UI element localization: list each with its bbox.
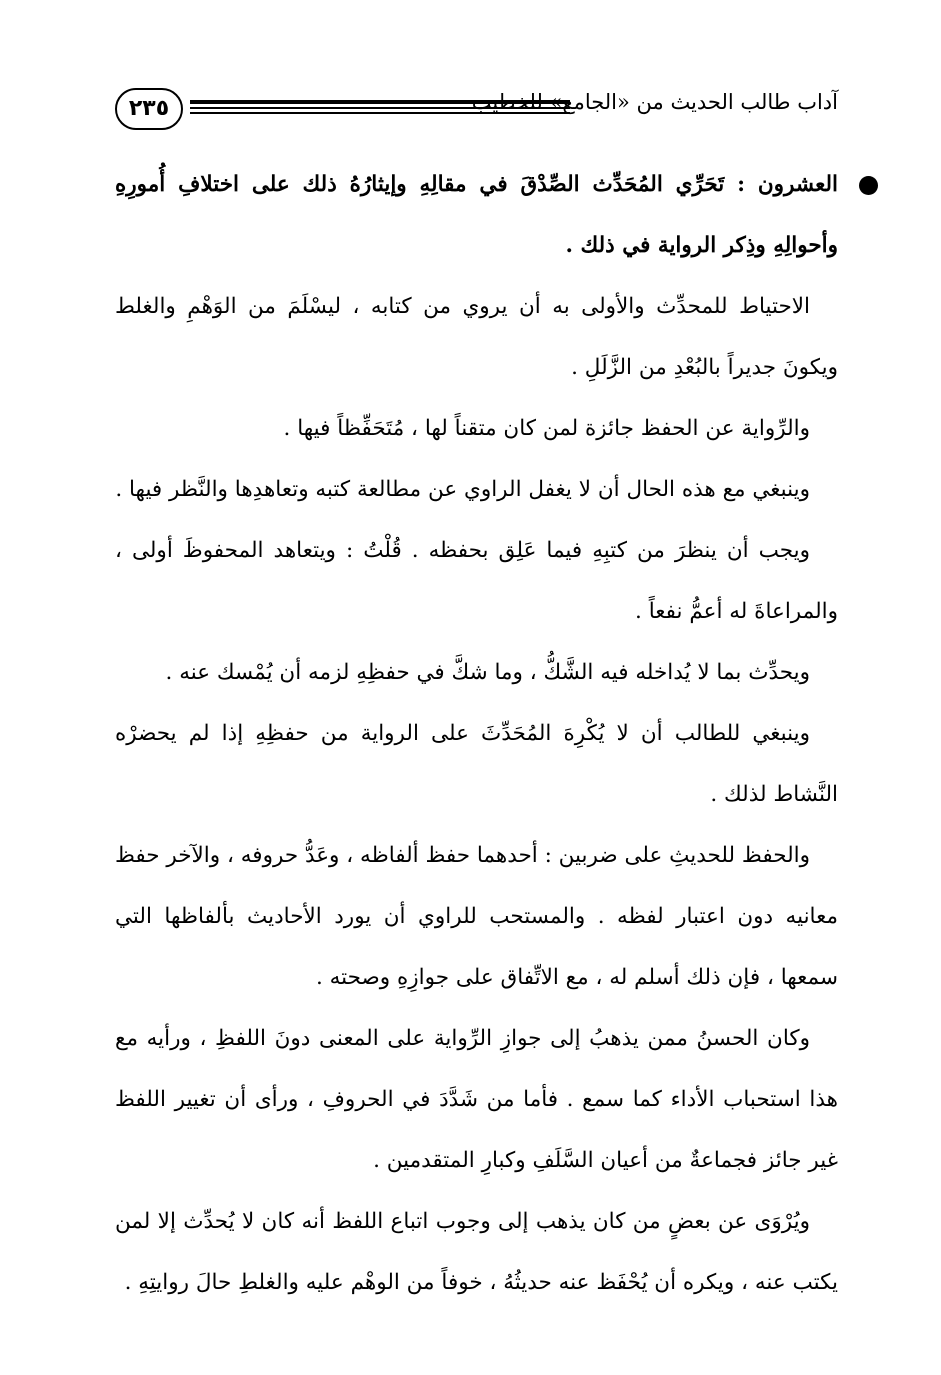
paragraph: وينبغي للطالب أن لا يُكْرِهَ المُحَدِّثَ على الرواية من حفظِهِ إذا لم يحضرْه النَّشاط لذلك . (115, 721, 838, 807)
paragraph: والحفظ للحديثِ على ضربين : أحدهما حفظ ألفاظه ، وعَدُّ حروفه ، والآخر حفظ معانيه دون اعتبار لفظه . والمستحب للراوي أن يورد الأحاديث بألفاظها التي سمعها ، فإن ذلك أسلم له ، مع الاتِّفاق على جوازِهِ وصحته . (114, 843, 838, 990)
running-title: آداب طالب الحديث من «الجامع» للخطيب (471, 90, 838, 114)
page-header (115, 88, 838, 134)
paragraph: والرِّواية عن الحفظ جائزة لمن كان متقناً لها ، مُتَحَفِّظاً فيها . (283, 416, 810, 441)
section-heading-text: العشرون : تَحَرِّي المُحَدِّث الصِّدْقَ في مقالِهِ وإيثارُهُ ذلك على اختلافِ أُمورِهِ وأحوالِهِ وذِكر الرواية في ذلك . (115, 172, 838, 258)
section-heading (115, 154, 838, 276)
bullet-icon (859, 176, 878, 195)
paragraph: الاحتياط للمحدِّث والأولى به أن يروي من كتابه ، ليسْلَمَ من الوَهْمِ والغلط ويكونَ جديراً بالبُعْدِ من الزَّلَلِ . (115, 294, 838, 380)
page-number-badge: ٢٣٥ (115, 88, 183, 130)
paragraph: ويجب أن ينظرَ من كتبِهِ فيما عَلِق بحفظه . قُلْتُ : ويتعاهد المحفوظَ أولى ، والمراعاةَ له أعمُّ نفعاً . (115, 538, 838, 624)
paragraph: ويحدِّث بما لا يُداخله فيه الشَّكُّ ، وما شكَّ في حفظِهِ لزمه أن يُمْسك عنه . (165, 660, 810, 685)
page-body (115, 154, 838, 1313)
paragraph: ويُرْوَى عن بعضٍ من كان يذهب إلى وجوب اتباع اللفظ أنه كان لا يُحدِّث إلا لمن يكتب عنه ، ويكره أن يُحْفَظ عنه حديثُهُ ، خوفاً من الوهْم عليه والغلطِ حالَ روايتِهِ . (115, 1209, 838, 1295)
paragraph: وكان الحسنُ ممن يذهبُ إلى جوازِ الرِّواية على المعنى دونَ اللفظِ ، ورأيه مع هذا استحباب الأداء كما سمع . فأما من شَدَّدَ في الحروفِ ، ورأى أن تغيير اللفظ غير جائز فجماعةٌ من أعيان السَّلَفِ وكبارِ المتقدمين . (115, 1026, 838, 1173)
paragraph: وينبغي مع هذه الحال أن لا يغفل الراوي عن مطالعة كتبه وتعاهدِها والنَّظر فيها . (115, 477, 810, 502)
